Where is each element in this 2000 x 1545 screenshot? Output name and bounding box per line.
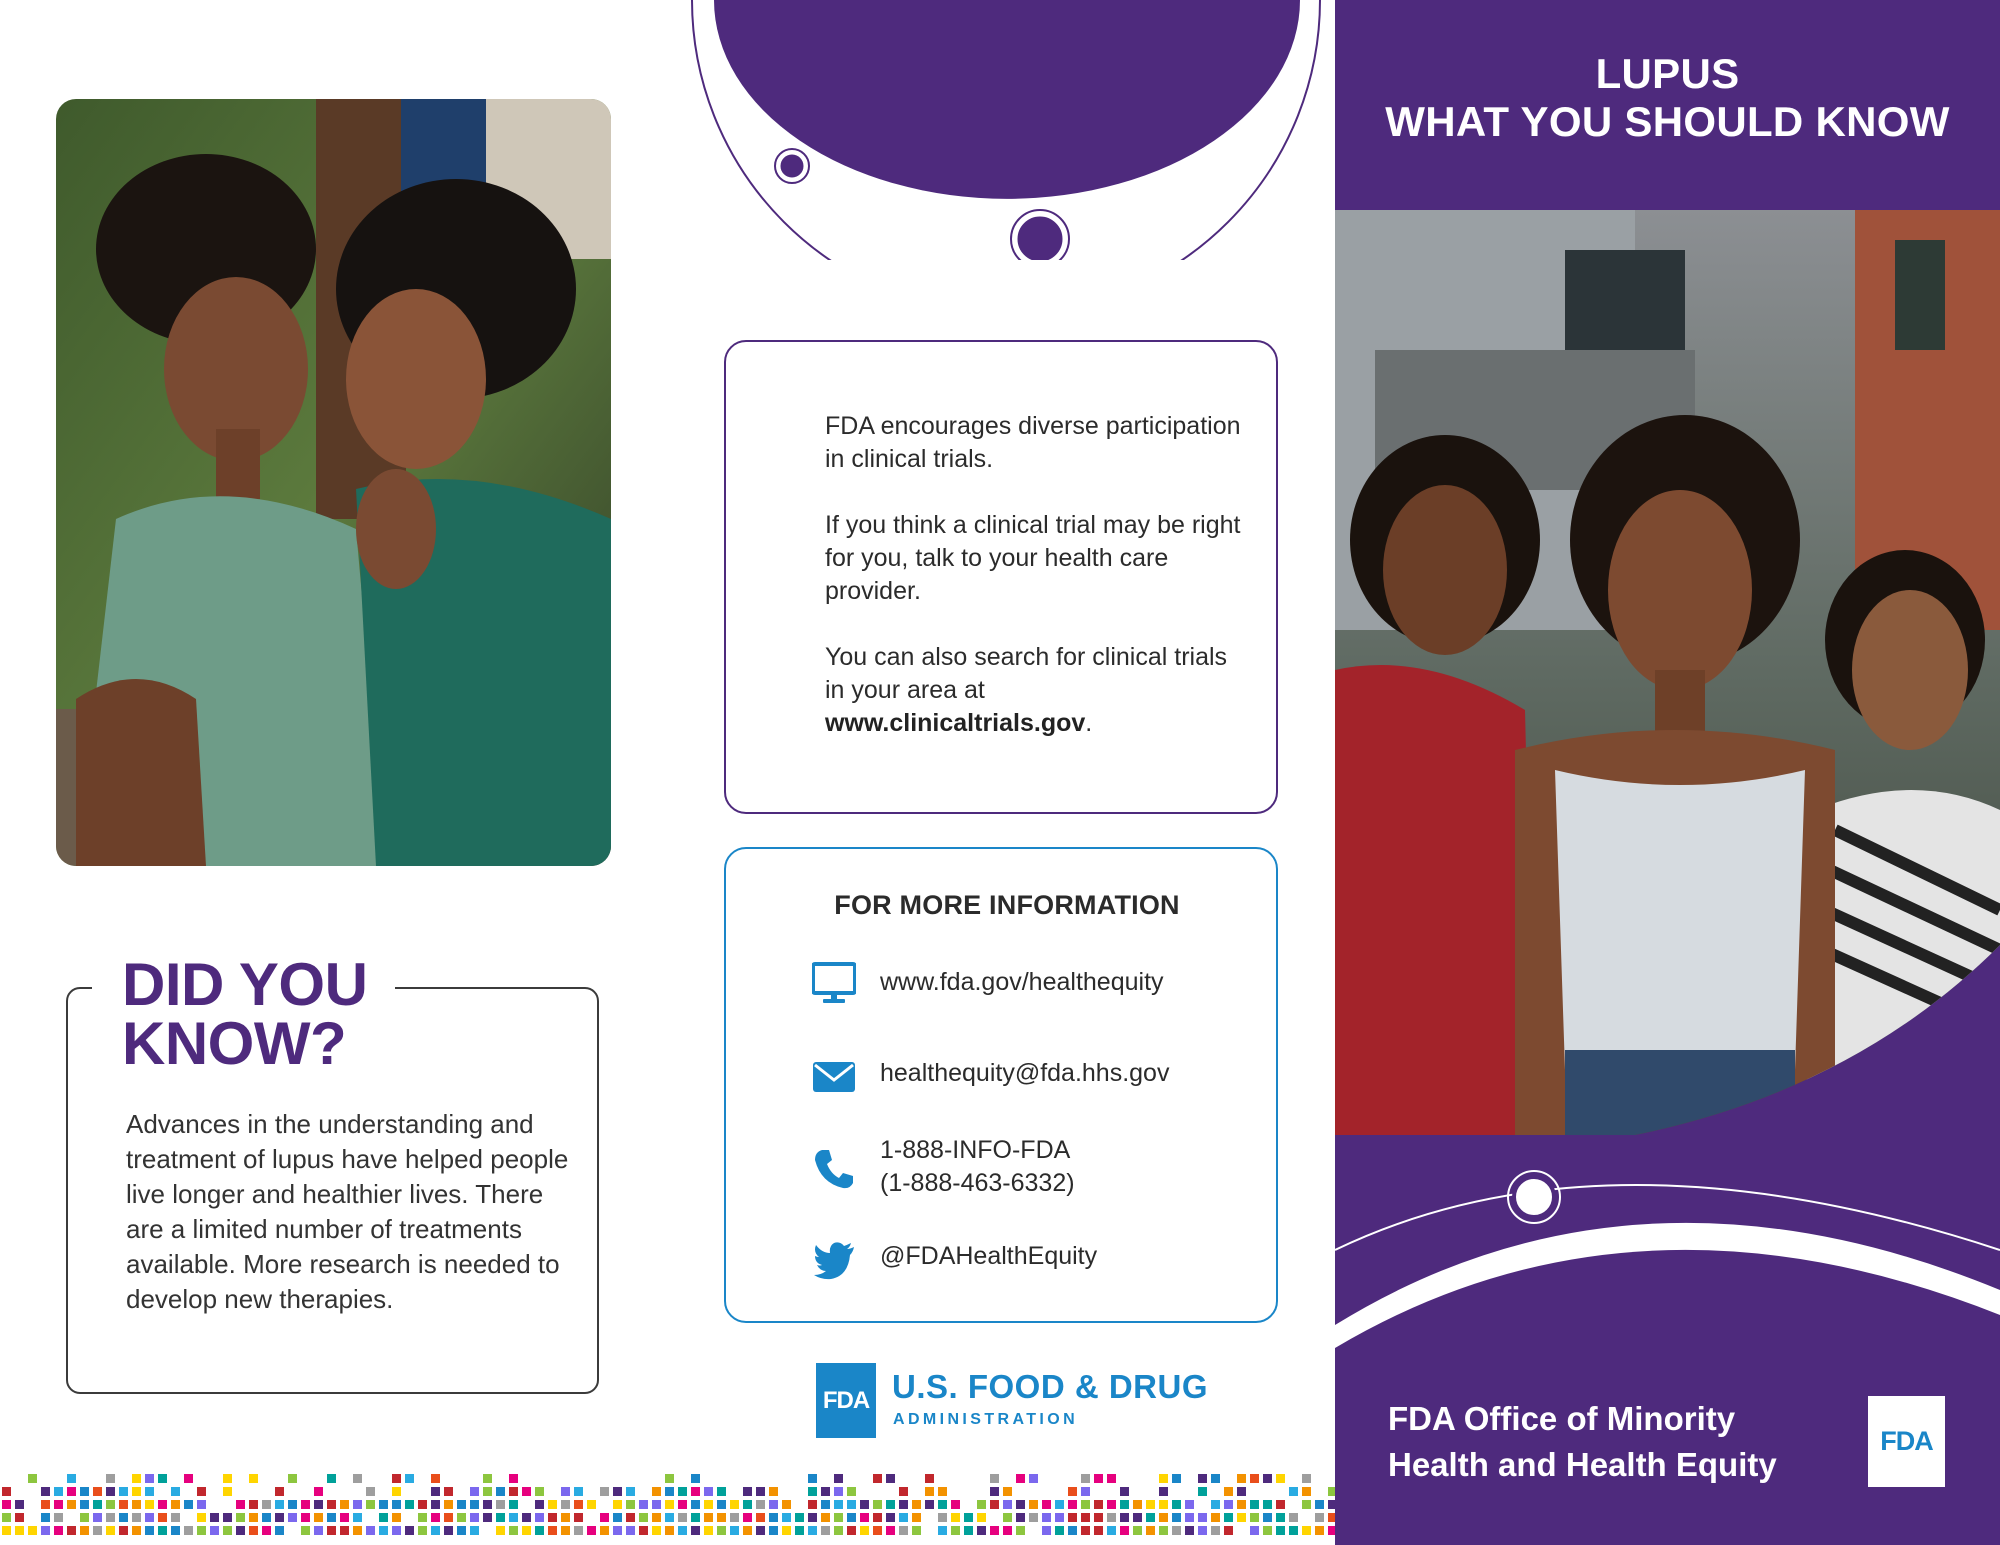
photo-two-women (56, 99, 611, 866)
phone-icon (812, 1147, 856, 1191)
website-link[interactable]: www.fda.gov/healthequity (880, 968, 1164, 996)
twitter-handle[interactable]: @FDAHealthEquity (880, 1242, 1098, 1270)
monitor-icon (812, 962, 856, 1006)
trials-paragraph-3 (825, 641, 1245, 740)
clinical-trials-text (825, 410, 1245, 773)
trials-period: . (1085, 709, 1093, 737)
fda-logo-mark: FDA (816, 1363, 876, 1438)
fda-badge-logo: FDA (1868, 1396, 1945, 1487)
envelope-icon (812, 1056, 856, 1100)
cover-title-line-2: WHAT YOU SHOULD KNOW (1385, 98, 1950, 145)
trials-paragraph-3-text: You can also search for clinical trials in your area at (825, 643, 1228, 704)
did-you-know-title: DID YOU KNOW? (92, 955, 395, 1073)
phone-number-line-1[interactable]: 1-888-INFO-FDA (880, 1136, 1071, 1164)
cover-title (1335, 50, 2000, 146)
clinicaltrials-link[interactable]: www.clinicaltrials.gov (825, 709, 1086, 737)
photo-three-people (1335, 210, 2000, 1135)
decorative-arc-graphic-cover (1335, 1100, 2000, 1360)
phone-number-line-2: (1-888-463-6332) (880, 1169, 1075, 1197)
decorative-dot-pattern (0, 1470, 1335, 1545)
trials-paragraph-2: If you think a clinical trial may be right for you, talk to your health care provider. (825, 511, 1241, 605)
trials-paragraph-1: FDA encourages diverse participation in clinical trials. (825, 412, 1241, 473)
email-link[interactable]: healthequity@fda.hhs.gov (880, 1059, 1170, 1087)
cover-title-line-1: LUPUS (1595, 50, 1740, 97)
fda-logo-subtitle: ADMINISTRATION (893, 1411, 1079, 1428)
twitter-bird-icon (812, 1238, 856, 1282)
fda-logo-name: U.S. FOOD & DRUG (892, 1368, 1209, 1405)
more-info-heading: FOR MORE INFORMATION (834, 890, 1180, 920)
office-name: FDA Office of Minority Health and Health Equity (1388, 1400, 1777, 1483)
did-you-know-body: Advances in the understanding and treatment of lupus have helped people live longer and healthier lives. There are a limited number of treatments available. More research is needed to develop new therapies. (126, 1109, 569, 1314)
decorative-arc-graphic (680, 0, 1340, 260)
